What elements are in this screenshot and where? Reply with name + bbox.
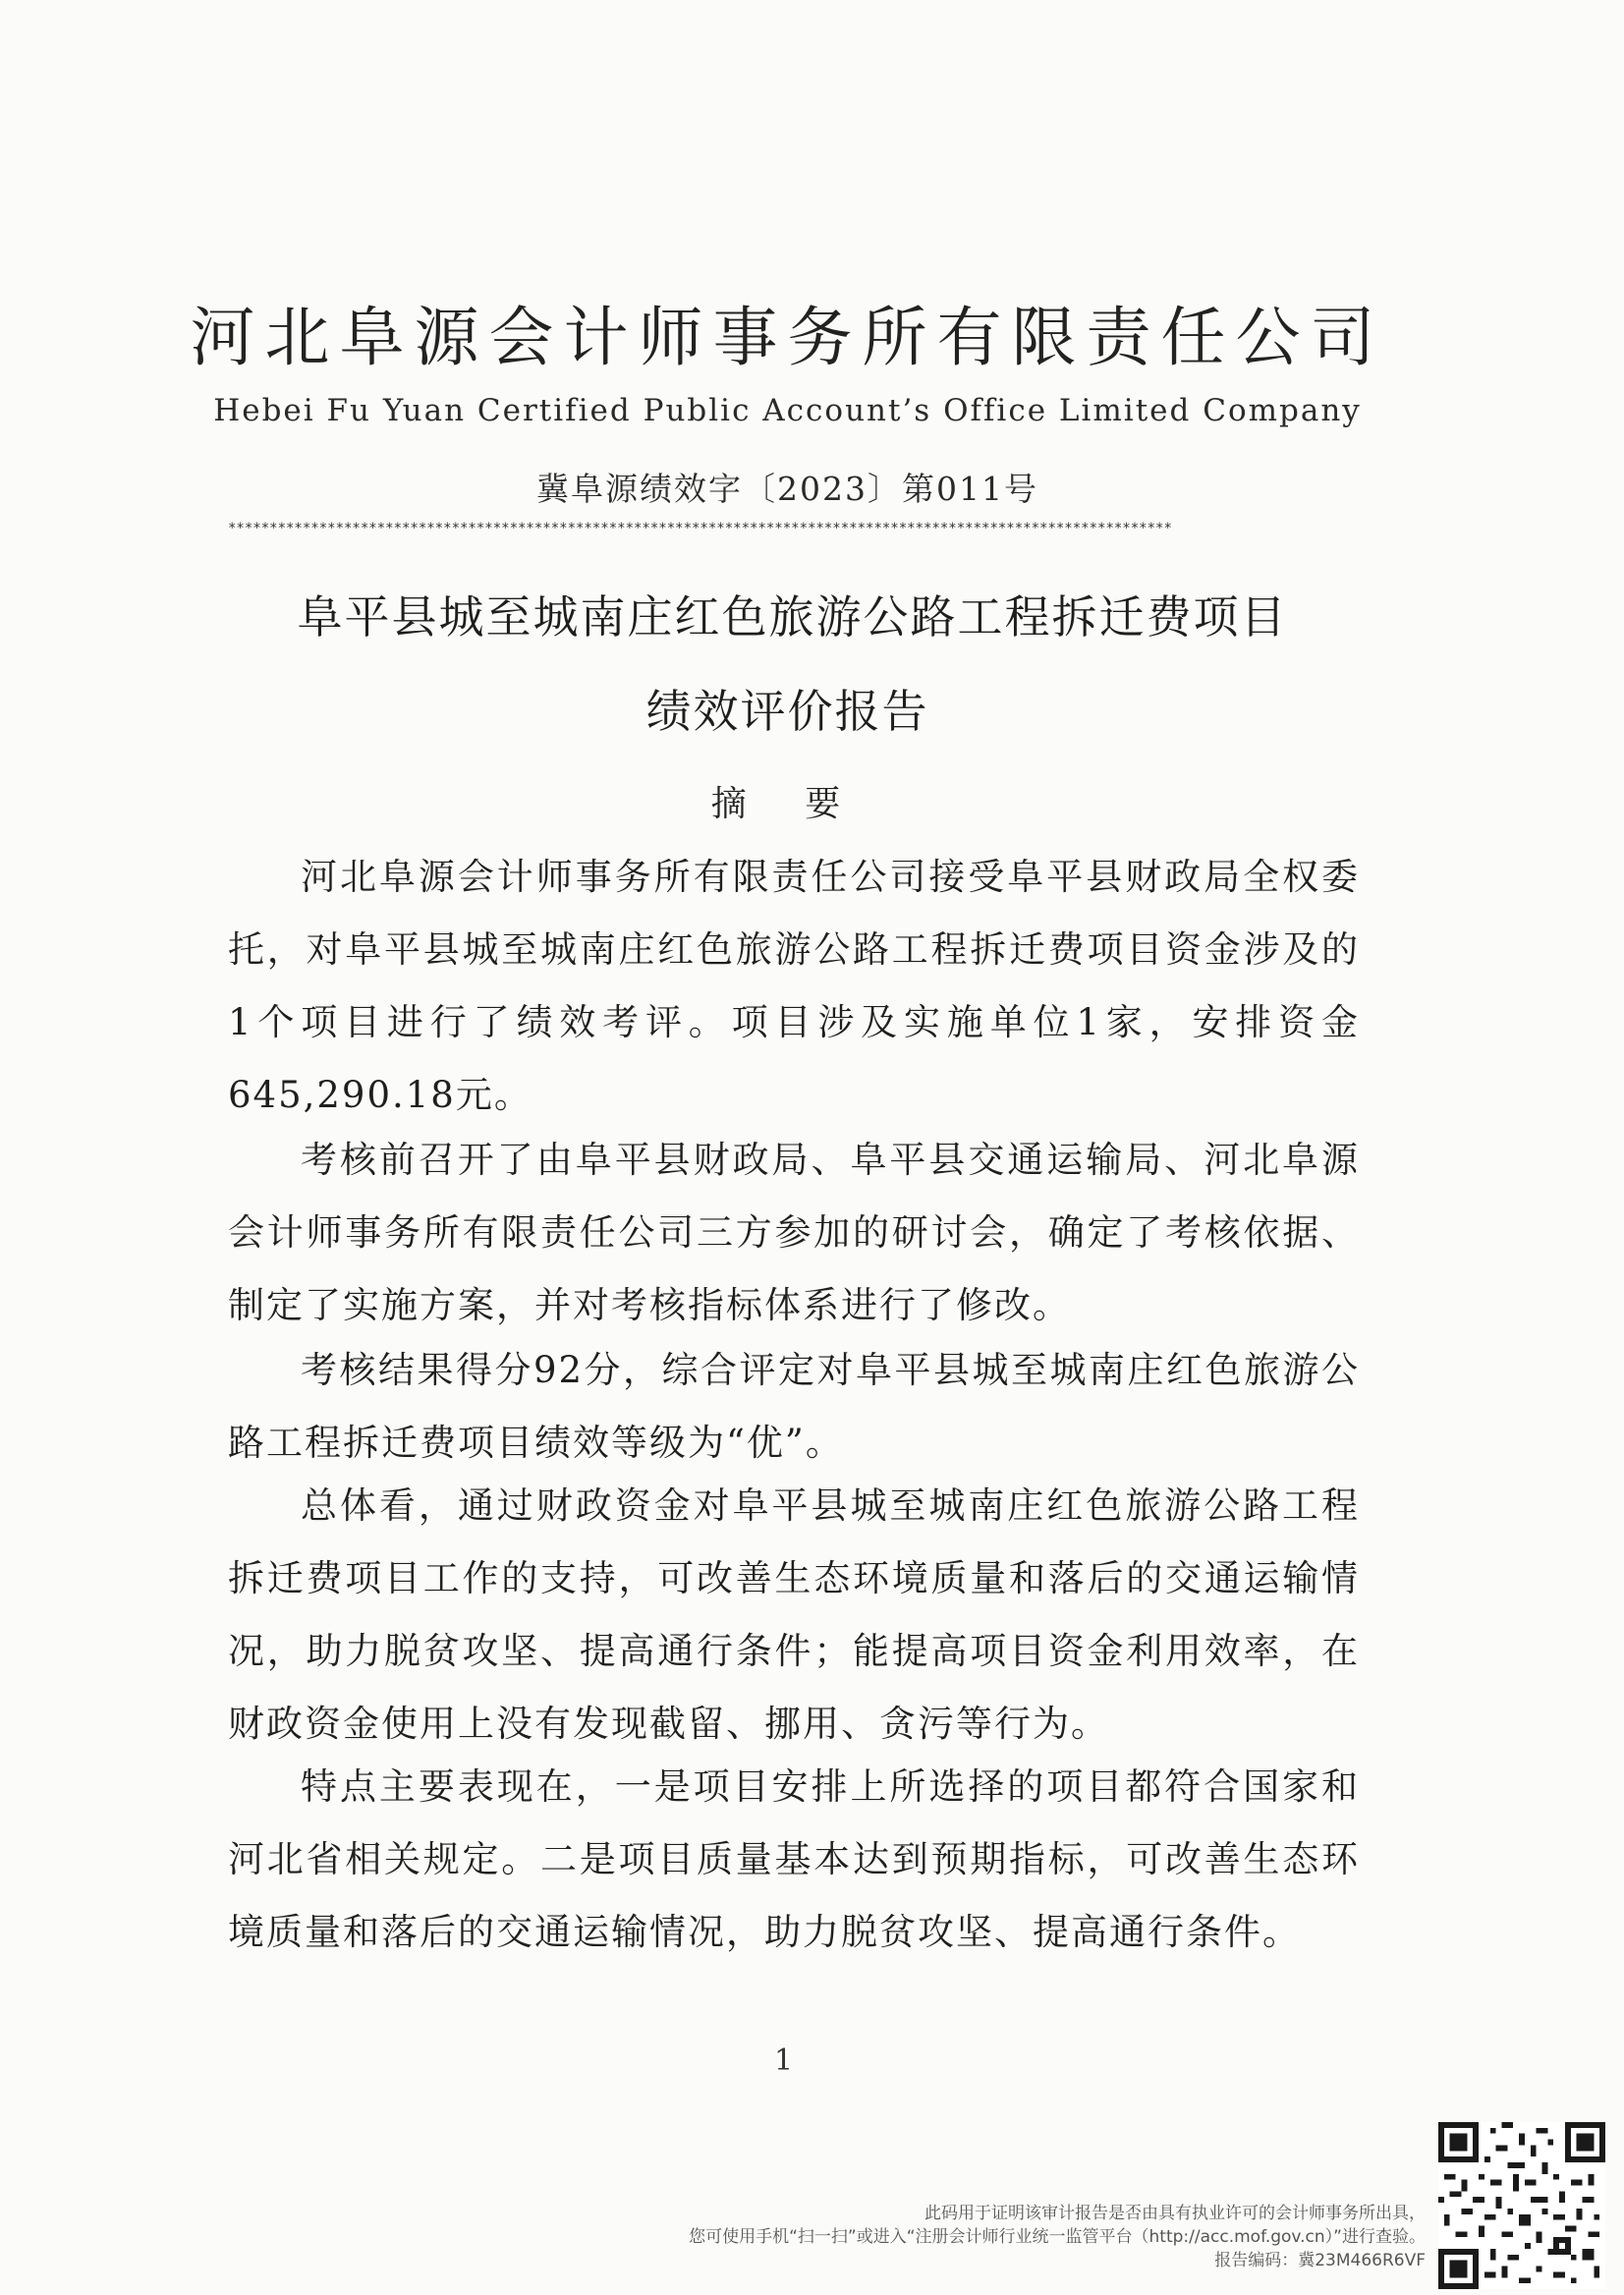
firm-name-cn: 河北阜源会计师事务所有限责任公司	[190, 300, 1385, 375]
document-number: 冀阜源绩效字〔2023〕第011号	[536, 470, 1038, 508]
abstract-paragraph: 河北阜源会计师事务所有限责任公司接受阜平县财政局全权委托，对阜平县城至城南庄红色旅游公路工程拆迁费项目资金涉及的1个项目进行了绩效考评。项目涉及实施单位1家，安排资金645,290.18元。	[228, 856, 1360, 1116]
report-title-line-1: 阜平县城至城南庄红色旅游公路工程拆迁费项目	[297, 590, 1288, 644]
abstract-paragraph: 特点主要表现在，一是项目安排上所选择的项目都符合国家和河北省相关规定。二是项目质量基本达到预期指标，可改善生态环境质量和落后的交通运输情况，助力脱贫攻坚、提高通行条件。	[228, 1765, 1360, 1953]
report-title-line-2: 绩效评价报告	[645, 685, 929, 738]
verification-note-line-1: 此码用于证明该审计报告是否由具有执业许可的会计师事务所出具，	[924, 2204, 1426, 2223]
abstract-paragraph: 考核前召开了由阜平县财政局、阜平县交通运输局、河北阜源会计师事务所有限责任公司三方参加的研讨会，确定了考核依据、制定了实施方案，并对考核指标体系进行了修改。	[228, 1139, 1360, 1326]
abstract-paragraph: 总体看，通过财政资金对阜平县城至城南庄红色旅游公路工程拆迁费项目工作的支持，可改善生态环境质量和落后的交通运输情况，助力脱贫攻坚、提高通行条件；能提高项目资金利用效率，在财政资金使用上没有发现截留、挪用、贪污等行为。	[228, 1484, 1360, 1745]
verification-note-line-2: 您可使用手机“扫一扫”或进入“注册会计师行业统一监管平台（http://acc.mof.gov.cn）”进行查验。	[689, 2227, 1426, 2247]
page-number: 1	[774, 2043, 794, 2078]
abstract-heading: 摘 要	[710, 784, 865, 824]
abstract-paragraph: 考核结果得分92分，综合评定对阜平县城至城南庄红色旅游公路工程拆迁费项目绩效等级为“优”。	[228, 1349, 1360, 1464]
report-code: 报告编码：冀23M466R6VF	[1214, 2251, 1426, 2270]
firm-name-en: Hebei Fu Yuan Certified Public Account’s Office Limited Company	[213, 393, 1362, 428]
qr-code-icon	[1438, 2122, 1605, 2289]
asterisk-divider: ******************************************************************************************************************	[228, 521, 1172, 536]
